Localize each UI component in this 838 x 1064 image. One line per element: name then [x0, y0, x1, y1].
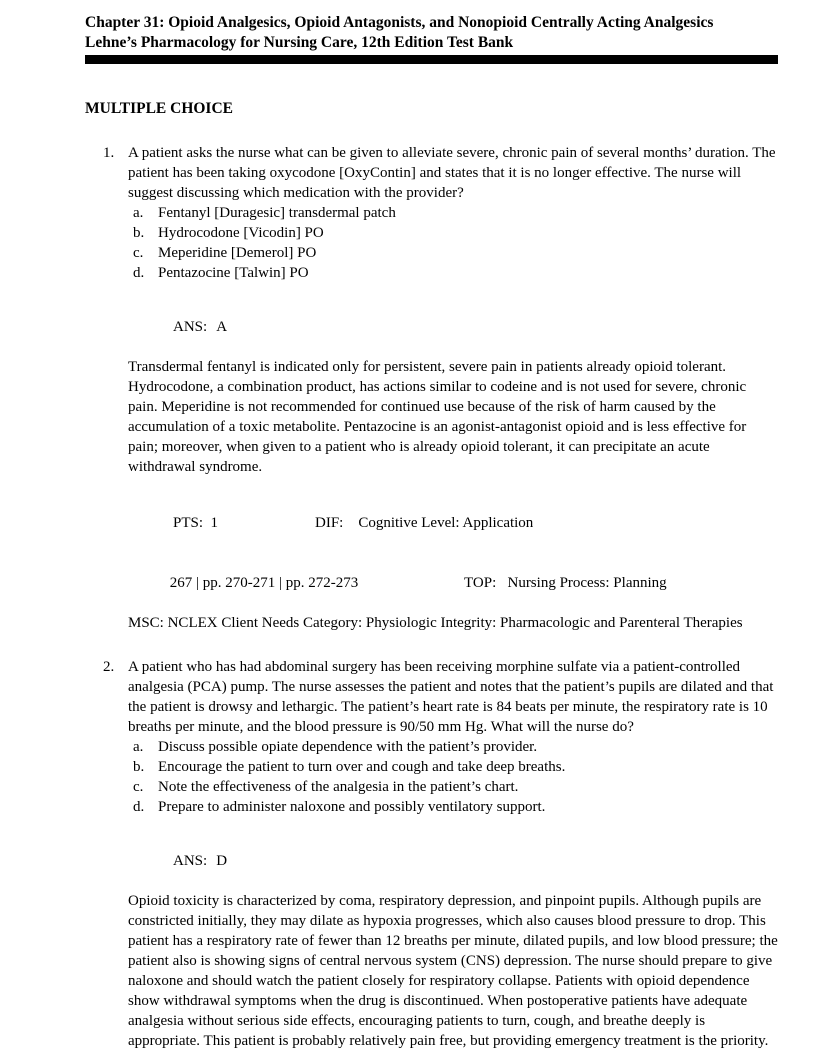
- option-letter: c.: [133, 245, 144, 261]
- option-letter: d.: [133, 265, 145, 281]
- meta-block: [128, 493, 778, 633]
- option-text: Hydrocodone [Vicodin] PO: [158, 225, 324, 241]
- divider-bar: [85, 55, 778, 64]
- option-row: [128, 243, 778, 263]
- option-text: Fentanyl [Duragesic] transdermal patch: [158, 205, 396, 221]
- meta-line-msc: MSC: NCLEX Client Needs Category: Physiologic Integrity: Pharmacologic and Parenteral Therapies: [128, 615, 743, 631]
- answer-value: D: [216, 853, 228, 869]
- chapter-title: Chapter 31: Opioid Analgesics, Opioid Antagonists, and Nonopioid Centrally Acting Analgesics: [85, 14, 714, 31]
- question-body: [128, 143, 778, 633]
- option-letter: a.: [133, 739, 144, 755]
- pts-value: PTS: 1: [173, 515, 219, 531]
- question-number: 1.: [103, 145, 115, 161]
- document-header: [85, 13, 778, 52]
- question-stem: A patient asks the nurse what can be given to alleviate severe, chronic pain of several months’ duration. The patient has been taking oxycodone [OxyContin] and states that it is no longer effective. The nurse will suggest discussing which medication with the provider?: [128, 145, 776, 201]
- ref-value: 267 | pp. 270-271 | pp. 272-273: [166, 575, 359, 591]
- rationale-text: Transdermal fentanyl is indicated only for persistent, severe pain in patients already opioid tolerant. Hydrocodone, a combination product, has actions similar to codeine and is not used for severe, chronic pain. Meperidine is not recommended for continued use because of the risk of harm caused by the accumulation of a toxic metabolite. Pentazocine is an agonist-antagonist opioid and is less effective for pain; moreover, when given to a patient who is already opioid tolerant, it can precipitate an acute withdrawal syndrome.: [128, 359, 747, 475]
- question-stem: A patient who has had abdominal surgery has been receiving morphine sulfate via a patient-controlled analgesia (PCA) pump. The nurse assesses the patient and notes that the patient’s pupils are dilated and that the patient is drowsy and lethargic. The patient’s heart rate is 84 beats per minute, the respiratory rate is 10 breaths per minute, and the blood pressure is 90/50 mm Hg. What will the nurse do?: [128, 659, 774, 735]
- option-row: [128, 737, 778, 757]
- option-list: [128, 737, 778, 817]
- answer-value: A: [216, 319, 228, 335]
- section-heading: MULTIPLE CHOICE: [85, 100, 233, 117]
- meta-line-pts-dif: [128, 493, 778, 553]
- option-row: [128, 263, 778, 283]
- book-title: Lehne’s Pharmacology for Nursing Care, 12th Edition Test Bank: [85, 33, 514, 51]
- question-item-1: [85, 143, 778, 633]
- option-text: Encourage the patient to turn over and cough and take deep breaths.: [158, 759, 566, 775]
- option-list: [128, 203, 778, 283]
- option-letter: a.: [133, 205, 144, 221]
- question-item-2: [85, 657, 778, 1051]
- top-value: TOP: Nursing Process: Planning: [464, 575, 667, 591]
- page-content: [85, 13, 778, 1051]
- option-text: Pentazocine [Talwin] PO: [158, 265, 309, 281]
- question-body: [128, 657, 778, 1051]
- dif-value: DIF: Cognitive Level: Application: [315, 515, 534, 531]
- option-row: [128, 757, 778, 777]
- option-text: Discuss possible opiate dependence with the patient’s provider.: [158, 739, 538, 755]
- option-letter: d.: [133, 799, 145, 815]
- option-row: [128, 797, 778, 817]
- answer-block: [128, 297, 778, 477]
- option-text: Meperidine [Demerol] PO: [158, 245, 317, 261]
- answer-line: [128, 297, 778, 357]
- option-letter: b.: [133, 225, 145, 241]
- option-text: Note the effectiveness of the analgesia in the patient’s chart.: [158, 779, 519, 795]
- answer-label: ANS:: [173, 319, 208, 335]
- meta-line-ref-top: [121, 553, 778, 613]
- rationale-text: Opioid toxicity is characterized by coma, respiratory depression, and pinpoint pupils. Although pupils are constricted initially, they may dilate as hypoxia progresses, which also causes blood pressure to drop. This patient has a respiratory rate of fewer than 12 breaths per minute, dilated pupils, and low blood pressure; the patient also is showing signs of central nervous system (CNS) depression. The nurse should prepare to give naloxone and should watch the patient closely for respiratory collapse. Patients with opioid dependence show withdrawal symptoms when the drug is discontinued. When postoperative patients have adequate analgesia without serious side effects, encouraging patients to turn, cough, and breathe deeply is appropriate. This patient is probably relatively pain free, but providing emergency treatment is the priority.: [128, 893, 778, 1049]
- option-row: [128, 777, 778, 797]
- question-number: 2.: [103, 659, 115, 675]
- option-row: [128, 223, 778, 243]
- answer-block: [128, 831, 778, 1051]
- option-letter: c.: [133, 779, 144, 795]
- option-letter: b.: [133, 759, 145, 775]
- answer-line: [128, 831, 778, 891]
- answer-label: ANS:: [173, 853, 208, 869]
- option-text: Prepare to administer naloxone and possibly ventilatory support.: [158, 799, 546, 815]
- option-row: [128, 203, 778, 223]
